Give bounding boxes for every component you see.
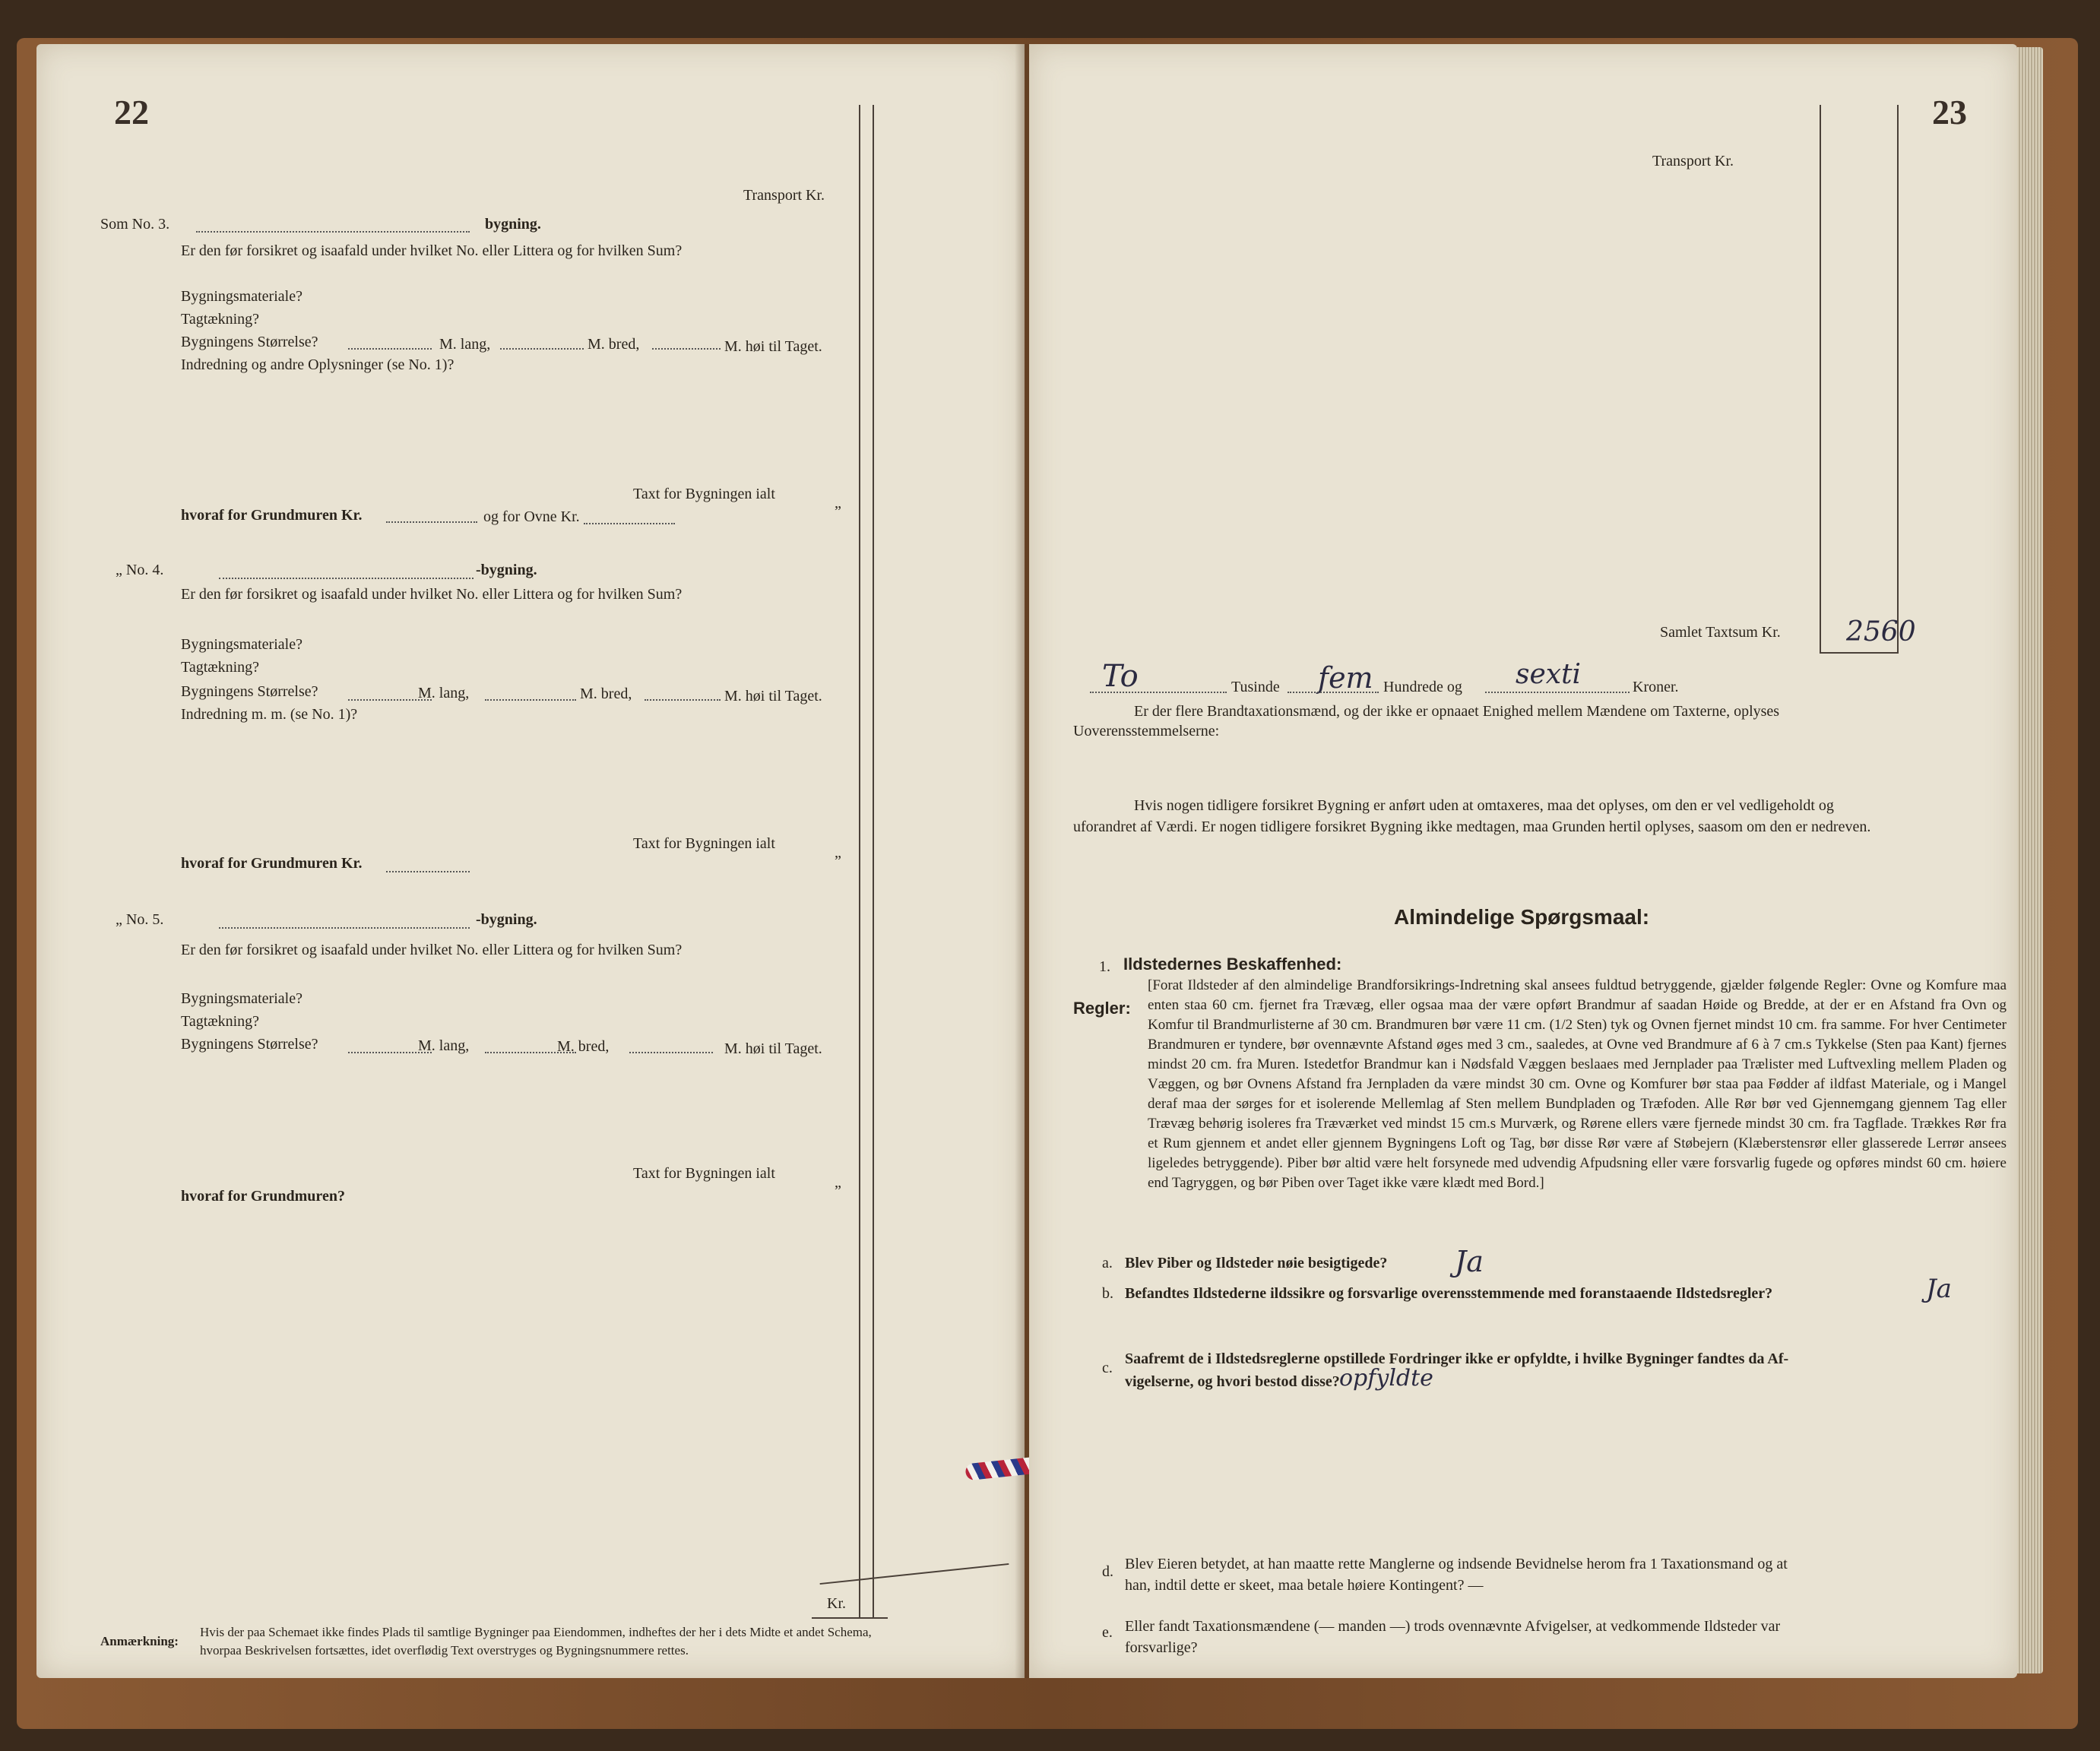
- fireplace-rules-text: [Forat Ildsteder af den almindelige Brandforsikrings-Indretning skal ansees fuldtud betryggende, gjælder følgende Regler: Ovne og Komfure maa enten staa 60 cm. fjernet fra Trævæg, eller ogsaa maa der være opført Brandmur af saadan Høide og Bredde, at der er en Afstand fra Ovn og Komfur til Brandmurlisterne af 30 cm. Brandmuren bør være 11 cm. (1/2 Sten) tyk og Ovnen fjernet mindst 10 cm. fra samme. For hver Centimeter Brandmuren er tyndere, bør ovennævnte Afstand øges med 3 cm., saaledes, at Ovne ved Brandmure af 6 à 7 cm.s Tykkelse (Sten paa Kant) fjernes mindst 20 cm. fra Muren. Istedetfor Brandmur kan i Nødsfald Væggen beslaaes med Jernplader paa Trælister med Luftvexling mellem Pladen og Væggen, og bør Ovnens Afstand fra Jernpladen da være mindst 30 cm. Ovne og Komfurer bør staa paa Fødder af ildfast Materiale, og i Mangel deraf maa der sørges for et isolerende Mellemlag af Sten mellem Bundpladen og Træfoden. Alle Rør bør ved Gjennemgang gjennem Tag eller Trævæg behørig isoleres fra Træværket ved mindst 15 cm.s Murværk, og Rørene ellers være fjernede mindst 30 cm. fra Tagflade. Trækkes Rør fra et Rum gjennem et andet eller gjennem Bygningens Loft og Tag, bør disse Rør være af Støbejern (Klæberstensrør eller glasserede Lerrør ansees ligeledes betryggende). Piber bør altid være helt forsynede med udvendig Afpudsning eller være forsvarlig fugede og opføres mindst 60 cm. høiere end Tagryggen, og bør Piben over Taget ikke være klædt med Bord.]: [1148, 977, 2007, 1191]
- height-field[interactable]: [645, 699, 721, 701]
- question-1-heading: Ildstedernes Beskaffenhed:: [1123, 955, 1342, 974]
- width-field[interactable]: [485, 699, 576, 701]
- tens-field[interactable]: [1485, 692, 1630, 693]
- question-c-text-2: vigelserne, og hvori bestod disse?: [1125, 1373, 1340, 1390]
- question-a-text: Blev Piber og Ildsteder nøie besigtigede?: [1125, 1255, 1388, 1271]
- prior-text-1: Hvis nogen tidligere forsikret Bygning er anført uden at omtaxeres, maa det oplyses, om den er vel vedligeholdt og: [1134, 797, 1834, 814]
- note-text-1: Hvis der paa Schemaet ikke findes Plads til samtlige Bygninger paa Eiendommen, indheftes der her i dets Midte et andet Schema,: [200, 1625, 872, 1639]
- hundreds-label: Hundrede og: [1383, 679, 1462, 695]
- question-a-letter: a.: [1102, 1255, 1113, 1271]
- disagreement-text-1: Er der flere Brandtaxationsmænd, og der ikke er opnaaet Enighed mellem Mændene om Taxterne, oplyses: [1134, 703, 1780, 720]
- question-d-letter: d.: [1102, 1563, 1113, 1580]
- stoves-field[interactable]: [584, 523, 675, 524]
- question-e-letter: e.: [1102, 1624, 1113, 1641]
- question-b-text: Befandtes Ildstederne ildssikre og forsvarlige overensstemmende med foranstaaende Ildstedsregler?: [1125, 1285, 1773, 1302]
- note-text-2: hvorpaa Beskrivelsen fortsættes, idet overflødig Text overstryges og Bygningsnummere rettes.: [200, 1643, 689, 1658]
- disagreement-text-2: Uoverensstemmelserne:: [1073, 723, 1220, 739]
- height-field[interactable]: [652, 348, 721, 350]
- ditto-mark: „: [835, 844, 841, 861]
- total-label: Taxt for Bygningen ialt: [633, 1165, 775, 1182]
- hundreds-handwritten: fem: [1318, 661, 1373, 695]
- question-e-text-2: forsvarlige?: [1125, 1639, 1198, 1656]
- interior-label: Indredning og andre Oplysninger (se No. 1)?: [181, 356, 455, 373]
- width-field[interactable]: [500, 348, 584, 350]
- long-label: M. lang,: [439, 336, 491, 353]
- wide-label: M. bred,: [580, 686, 632, 702]
- material-label: Bygningsmateriale?: [181, 636, 302, 653]
- ditto-mark: „: [835, 1174, 841, 1191]
- foundation-label: hvoraf for Grundmuren Kr.: [181, 507, 363, 524]
- prior-text-2: uforandret af Værdi. Er nogen tidligere forsikret Bygning ikke medtagen, maa Grunden hertil oplyses, saasom om den er nedreven.: [1073, 819, 1871, 835]
- question-c-letter: c.: [1102, 1360, 1113, 1376]
- size-label: Bygningens Størrelse?: [181, 1036, 318, 1053]
- high-label: M. høi til Taget.: [724, 1040, 822, 1057]
- total-sum-value: 2560: [1846, 616, 1916, 648]
- section-number: „ No. 4.: [116, 562, 164, 578]
- foundation-label: hvoraf for Grundmuren Kr.: [181, 855, 363, 872]
- building-type-field[interactable]: [219, 578, 474, 579]
- thousands-field[interactable]: [1090, 692, 1227, 693]
- amount-column-line: [1820, 105, 1821, 652]
- transport-label: Transport Kr.: [743, 187, 825, 204]
- height-field[interactable]: [629, 1052, 713, 1053]
- long-label: M. lang,: [418, 685, 470, 701]
- amount-column-line: [859, 105, 860, 1617]
- total-rule: [820, 1563, 1009, 1585]
- interior-label: Indredning m. m. (se No. 1)?: [181, 706, 358, 723]
- note-label: Anmærkning:: [100, 1634, 179, 1648]
- long-label: M. lang,: [418, 1037, 470, 1054]
- total-sum-rule: [1820, 652, 1899, 654]
- left-page: [36, 44, 1025, 1678]
- building-suffix: -bygning.: [476, 911, 537, 928]
- question-d-text-1: Blev Eieren betydet, at han maatte rette Manglerne og indsende Bevidnelse herom fra 1 Taxationsmand og at: [1125, 1556, 1788, 1572]
- insured-question: Er den før forsikret og isaafald under hvilket No. eller Littera og for hvilken Sum?: [181, 942, 683, 958]
- insured-question: Er den før forsikret og isaafald under hvilket No. eller Littera og for hvilken Sum?: [181, 586, 683, 603]
- section-number: Som No. 3.: [100, 216, 170, 233]
- building-suffix: bygning.: [485, 216, 541, 233]
- kr-label: Kr.: [827, 1595, 846, 1612]
- total-label: Taxt for Bygningen ialt: [633, 486, 775, 502]
- thousands-label: Tusinde: [1231, 679, 1280, 695]
- length-field[interactable]: [348, 348, 432, 350]
- insured-question: Er den før forsikret og isaafald under hvilket No. eller Littera og for hvilken Sum?: [181, 242, 683, 259]
- question-b-answer: Ja: [1926, 1274, 1952, 1304]
- wide-label: M. bred,: [557, 1038, 610, 1055]
- thousands-handwritten: To: [1102, 659, 1139, 694]
- roofing-label: Tagtækning?: [181, 659, 260, 676]
- roofing-label: Tagtækning?: [181, 1013, 260, 1030]
- general-questions-heading: Almindelige Spørgsmaal:: [1394, 905, 1650, 929]
- foundation-field[interactable]: [386, 871, 470, 872]
- size-label: Bygningens Størrelse?: [181, 334, 318, 350]
- question-c-answer: opfyldte: [1339, 1365, 1433, 1392]
- page-number: 22: [114, 93, 149, 131]
- amount-column-line-2: [873, 105, 874, 1617]
- high-label: M. høi til Taget.: [724, 338, 822, 355]
- building-suffix: -bygning.: [476, 562, 537, 578]
- kr-rule: [812, 1617, 888, 1619]
- page-number: 23: [1932, 93, 1967, 131]
- question-d-text-2: han, indtil dette er skeet, maa betale høiere Kontingent? —: [1125, 1577, 1484, 1594]
- hundreds-field[interactable]: [1288, 692, 1379, 693]
- building-type-field[interactable]: [219, 927, 470, 929]
- roofing-label: Tagtækning?: [181, 311, 260, 328]
- question-a-answer: Ja: [1455, 1245, 1484, 1278]
- total-sum-label: Samlet Taxtsum Kr.: [1660, 624, 1781, 641]
- foundation-field[interactable]: [386, 521, 477, 523]
- building-type-field[interactable]: [196, 231, 470, 233]
- stoves-label: og for Ovne Kr.: [483, 508, 580, 525]
- material-label: Bygningsmateriale?: [181, 990, 302, 1007]
- total-label: Taxt for Bygningen ialt: [633, 835, 775, 852]
- question-e-text-1: Eller fandt Taxationsmændene (— manden —) trods ovennævnte Afvigelser, at vedkommende Ildsteder var: [1125, 1618, 1781, 1635]
- size-label: Bygningens Størrelse?: [181, 683, 318, 700]
- transport-label: Transport Kr.: [1652, 153, 1734, 169]
- ditto-mark: „: [835, 495, 841, 511]
- material-label: Bygningsmateriale?: [181, 288, 302, 305]
- question-1-number: 1.: [1099, 958, 1110, 975]
- section-number: „ No. 5.: [116, 911, 164, 928]
- foundation-label: hvoraf for Grundmuren?: [181, 1188, 345, 1205]
- tens-handwritten: sexti: [1516, 659, 1582, 690]
- high-label: M. høi til Taget.: [724, 688, 822, 705]
- question-b-letter: b.: [1102, 1285, 1113, 1302]
- kroner-label: Kroner.: [1633, 679, 1679, 695]
- amount-column-line-2: [1897, 105, 1899, 652]
- right-page: [1029, 44, 2017, 1678]
- page-edges: [2017, 47, 2043, 1673]
- question-c-text-1: Saafremt de i Ildstedsreglerne opstillede Fordringer ikke er opfyldte, i hvilke Bygninger fandtes da Af-: [1125, 1350, 1789, 1367]
- rules-label: Regler:: [1073, 999, 1131, 1018]
- wide-label: M. bred,: [588, 336, 640, 353]
